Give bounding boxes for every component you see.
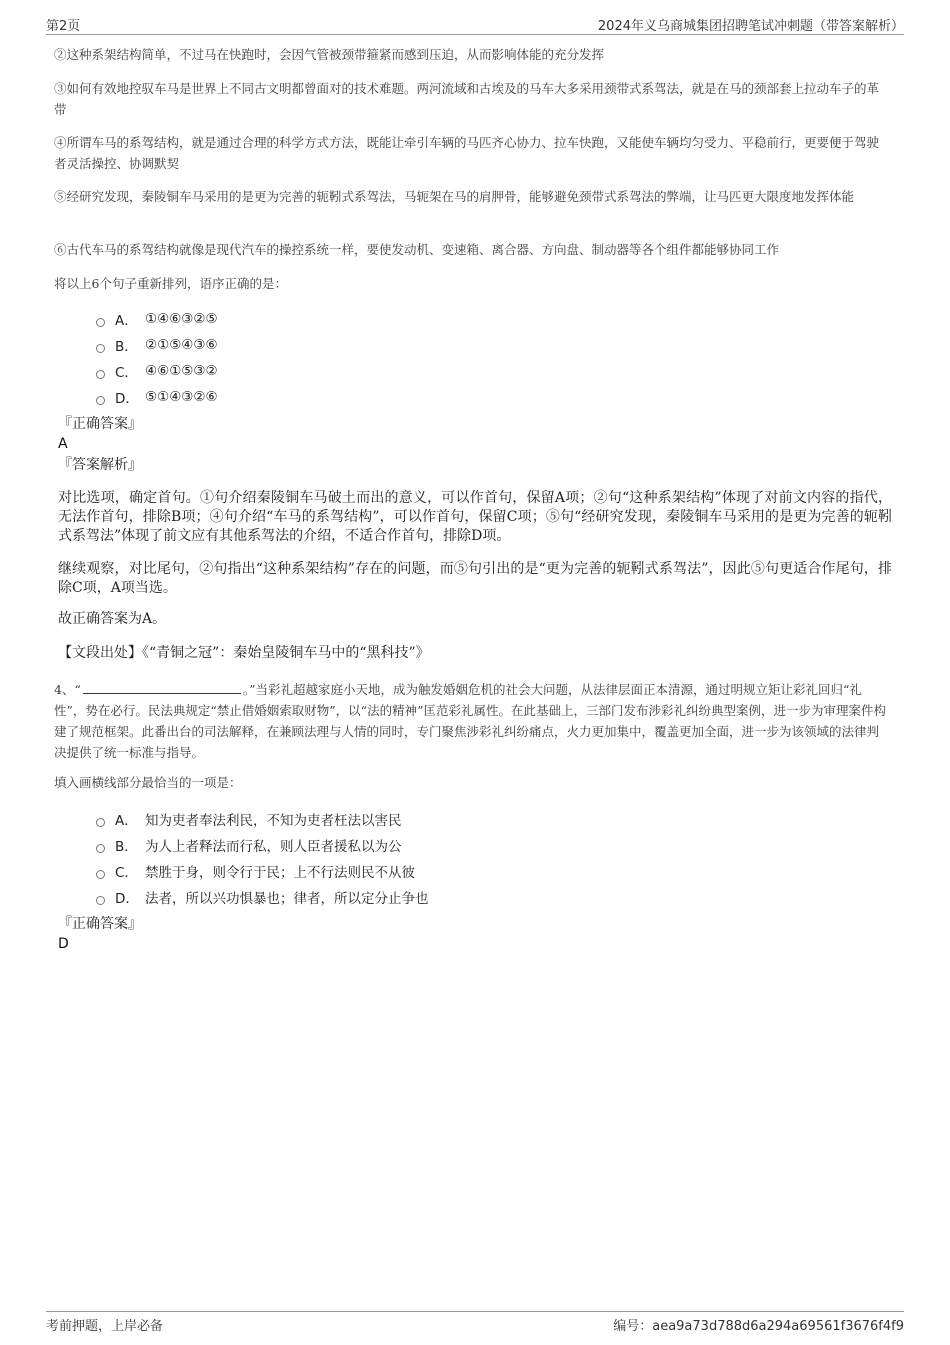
q4-options [96,806,429,910]
option-letter: A． [115,313,138,329]
q4-option-c[interactable] [96,858,429,884]
sentence-3: ③如何有效地控驭车马是世界上不同古文明都曾面对的技术难题。两河流域和古埃及的马车大多采用颈带式系驾法，就是在马的颈部套上拉动车子的革带 [54,81,880,117]
radio-button-icon[interactable] [96,870,105,879]
passage-source: 【文段出处】《“青铜之冠”：秦始皇陵铜车马中的“黑科技”》 [58,645,430,661]
option-text: ⑤①④③②⑥ [145,389,218,405]
q3-option-a[interactable] [96,306,218,332]
option-text: 为人上者释法而行私，则人臣者援私以为公 [145,839,402,855]
radio-button-icon[interactable] [96,818,105,827]
fill-in-blank [83,681,241,694]
option-letter: C． [115,365,138,381]
sentence-5: ⑤经研究发现，秦陵铜车马采用的是更为完善的轭靷式系驾法，马轭架在马的肩胛骨，能够避免颈带式系驾法的弊端，让马匹更大限度地发挥体能 [54,189,855,204]
answer-label: 『正确答案』 [58,916,142,932]
radio-button-icon[interactable] [96,396,105,405]
q4-option-b[interactable] [96,832,429,858]
option-text: 知为吏者奉法利民，不知为吏者枉法以害民 [145,813,402,829]
document-title: 2024年义乌商城集团招聘笔试冲刺题（带答案解析） [597,19,904,34]
option-letter: C． [115,865,138,881]
analysis-paragraph-2: 继续观察，对比尾句，②句指出“这种系架结构”存在的问题，而⑤句引出的是“更为完善的轭靷式系驾法”，因此⑤句更适合作尾句，排除C项，A项当选。 [58,561,892,596]
question-number: 4、“ [54,682,81,697]
analysis-conclusion: 故正确答案为A。 [58,611,167,627]
page-number: 第2页 [46,19,81,34]
question-prompt: 将以上6个句子重新排列，语序正确的是： [54,276,287,291]
q4-answer-block [58,914,142,954]
radio-button-icon[interactable] [96,844,105,853]
document-code [613,1315,904,1334]
option-text: 禁胜于身，则令行于民；上不行法则民不从彼 [145,865,415,881]
q4-option-d[interactable] [96,884,429,910]
answer-value: A [58,436,68,452]
option-letter: D． [115,391,139,407]
page-footer [46,1311,904,1334]
radio-button-icon[interactable] [96,896,105,905]
option-text: ②①⑤④③⑥ [145,337,218,353]
answer-value: D [58,936,69,952]
code-label: 编号： [613,1319,653,1334]
page-header [46,14,904,35]
answer-label: 『正确答案』 [58,416,142,432]
q3-answer-block [58,414,142,475]
q3-option-d[interactable] [96,384,218,410]
passage-text: 。”当彩礼超越家庭小天地，成为触发婚姻危机的社会大问题，从法律层面正本清源，通过明规立矩让彩礼回归“礼性”，势在必行。民法典规定“禁止借婚姻索取财物”，以“法的精神”匡范彩礼属性。在此基础上，三部门发布涉彩礼纠纷典型案例，进一步为审理案件构建了规范框架。此番出台的司法解释，在兼顾法理与人情的同时，专门聚焦涉彩礼纠纷痛点，火力更加集中，覆盖更加全面，进一步为该领域的法律判决提供了统一标准与指导。 [54,682,886,760]
radio-button-icon[interactable] [96,318,105,327]
footer-slogan: 考前押题，上岸必备 [46,1319,164,1334]
q3-option-b[interactable] [96,332,218,358]
option-text: ①④⑥③②⑤ [145,311,218,327]
option-letter: A． [115,813,138,829]
radio-button-icon[interactable] [96,344,105,353]
analysis-label: 『答案解析』 [58,457,142,473]
q3-option-c[interactable] [96,358,218,384]
sentence-6: ⑥古代车马的系驾结构就像是现代汽车的操控系统一样，要使发动机、变速箱、离合器、方向盘、制动器等各个组件都能够协同工作 [54,242,780,257]
sentence-4: ④所谓车马的系驾结构，就是通过合理的科学方式方法，既能让牵引车辆的马匹齐心协力、拉车快跑，又能使车辆均匀受力、平稳前行，更要便于驾驶者灵活操控、协调默契 [54,135,880,171]
option-letter: D． [115,891,139,907]
option-text: ④⑥①⑤③② [145,363,218,379]
option-letter: B． [115,839,138,855]
q4-option-a[interactable] [96,806,429,832]
option-text: 法者，所以兴功惧暴也；律者，所以定分止争也 [145,891,429,907]
radio-button-icon[interactable] [96,370,105,379]
q4-passage [54,679,889,763]
q3-options [96,306,218,410]
analysis-paragraph-1: 对比选项，确定首句。①句介绍秦陵铜车马破土而出的意义，可以作首句，保留A项；②句“这种系架结构”体现了对前文内容的指代，无法作首句，排除B项；④句介绍“车马的系驾结构”，可以作首句，保留C项；⑤句“经研究发现，秦陵铜车马采用的是更为完善的轭靷式系驾法”体现了前文应有其他系驾法的介绍，不适合作首句，排除D项。 [58,490,892,544]
q4-prompt: 填入画横线部分最恰当的一项是： [54,775,242,790]
code-value: aea9a73d788d6a294a69561f3676f4f9 [652,1319,904,1334]
sentence-2: ②这种系架结构简单，不过马在快跑时，会因气管被颈带箍紧而感到压迫，从而影响体能的充分发挥 [54,47,605,62]
option-letter: B． [115,339,138,355]
